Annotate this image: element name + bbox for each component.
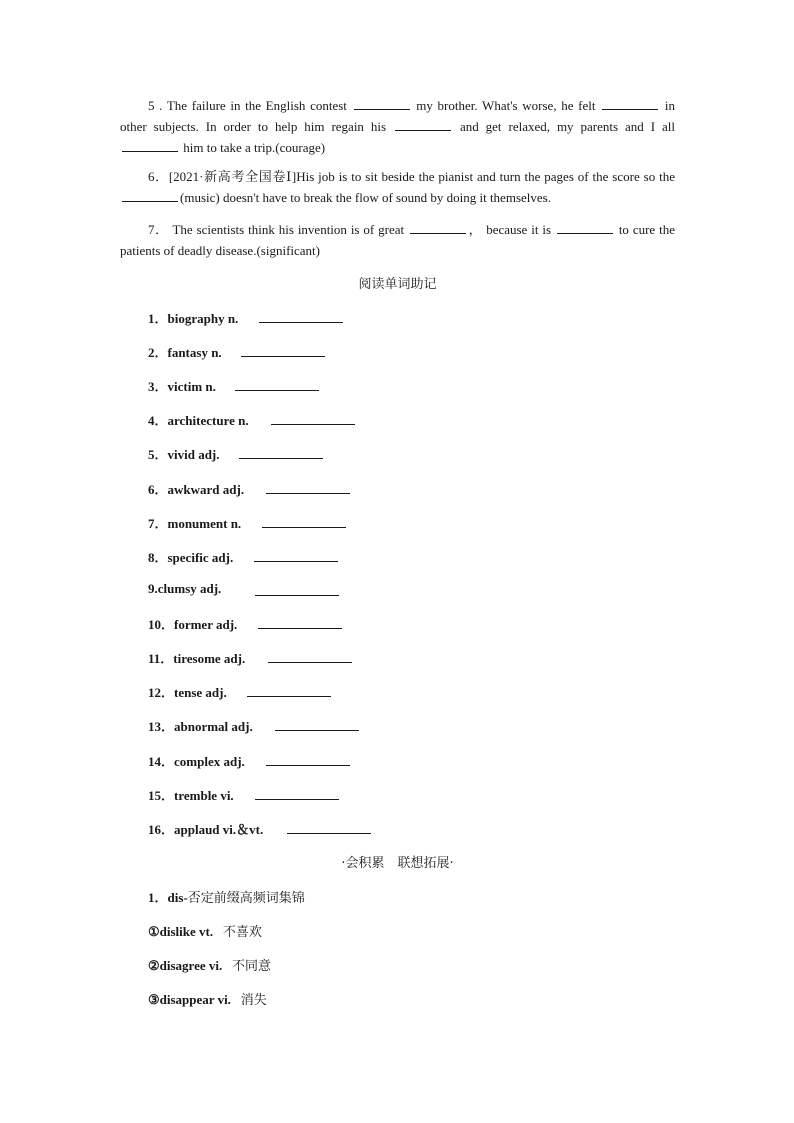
exercise-5 bbox=[120, 95, 675, 158]
answer-blank[interactable] bbox=[275, 730, 359, 731]
answer-blank[interactable] bbox=[239, 458, 323, 459]
vocab-item: 2．fantasy n. bbox=[148, 345, 222, 360]
prefix-item bbox=[148, 955, 271, 974]
section-title-reading: 阅读单词助记 bbox=[358, 277, 437, 292]
prefix-meaning: 消失 bbox=[240, 993, 267, 1008]
answer-blank[interactable] bbox=[258, 628, 342, 629]
exercise-5-text-1: 5 . The failure in the English contest bbox=[148, 98, 352, 113]
vocab-item: 6．awkward adj. bbox=[148, 482, 245, 497]
vocab-item: 15．tremble vi. bbox=[148, 788, 234, 803]
vocab-item: 7．monument n. bbox=[148, 516, 242, 531]
answer-blank[interactable] bbox=[255, 799, 339, 800]
exercise-6 bbox=[120, 166, 675, 208]
prefix-heading-text: 否定前缀高频词集锦 bbox=[187, 891, 305, 906]
answer-blank[interactable] bbox=[395, 118, 451, 131]
answer-blank[interactable] bbox=[247, 696, 331, 697]
exercise-5-text-5: him to take a trip.(courage) bbox=[180, 140, 326, 155]
prefix-item bbox=[148, 921, 262, 940]
vocab-item: 11．tiresome adj. bbox=[148, 651, 246, 666]
answer-blank[interactable] bbox=[266, 765, 350, 766]
prefix-meaning: 不同意 bbox=[232, 959, 272, 974]
prefix-meaning: 不喜欢 bbox=[222, 925, 262, 940]
prefix-word: ②disagree vi. bbox=[148, 958, 223, 973]
answer-blank[interactable] bbox=[354, 97, 410, 110]
prefix-item bbox=[148, 989, 267, 1008]
exercise-5-text-4: and get relaxed, my parents and I all bbox=[453, 119, 675, 134]
answer-blank[interactable] bbox=[262, 527, 346, 528]
answer-blank[interactable] bbox=[241, 356, 325, 357]
answer-blank[interactable] bbox=[122, 139, 178, 152]
exercise-5-text-3: in other subjects. In order to help him regain his bbox=[120, 98, 675, 134]
exercise-7-text-1: 7． The scientists think his invention is of great bbox=[148, 222, 408, 237]
answer-blank[interactable] bbox=[602, 97, 658, 110]
answer-blank[interactable] bbox=[122, 189, 178, 202]
answer-blank[interactable] bbox=[259, 322, 343, 323]
vocab-item: 5．vivid adj. bbox=[148, 447, 220, 462]
answer-blank[interactable] bbox=[557, 221, 613, 234]
prefix-word: ①dislike vt. bbox=[148, 924, 214, 939]
vocab-item: 4．architecture n. bbox=[148, 413, 249, 428]
exercise-6-text-2: (music) doesn't have to break the flow of sound by doing it themselves. bbox=[180, 190, 551, 205]
exercise-7-text-2: ， because it is bbox=[468, 222, 555, 237]
exercise-7-text-3: to cure the patients of deadly disease.(significant) bbox=[120, 222, 675, 258]
vocab-item: 8．specific adj. bbox=[148, 550, 234, 565]
vocab-item: 1．biography n. bbox=[148, 311, 239, 326]
answer-blank[interactable] bbox=[287, 833, 371, 834]
answer-blank[interactable] bbox=[235, 390, 319, 391]
prefix-heading bbox=[148, 887, 305, 906]
answer-blank[interactable] bbox=[254, 561, 338, 562]
section-title-expand: ·会积累 联想拓展· bbox=[341, 856, 454, 871]
vocab-item: 10．former adj. bbox=[148, 617, 238, 632]
exercise-6-text-1: 6．[2021·新高考全国卷Ⅰ]His job is to sit beside the pianist and turn the pages of the score so the bbox=[148, 169, 675, 184]
prefix-heading-bold: 1．dis- bbox=[148, 890, 188, 905]
answer-blank[interactable] bbox=[266, 493, 350, 494]
prefix-word: ③disappear vi. bbox=[148, 992, 231, 1007]
vocab-item: 3．victim n. bbox=[148, 379, 216, 394]
exercise-5-text-2: my brother. What's worse, he felt bbox=[411, 98, 601, 113]
answer-blank[interactable] bbox=[410, 221, 466, 234]
vocab-item: 9.clumsy adj. bbox=[148, 581, 222, 596]
answer-blank[interactable] bbox=[268, 662, 352, 663]
answer-blank[interactable] bbox=[271, 424, 355, 425]
answer-blank[interactable] bbox=[255, 595, 339, 596]
exercise-7 bbox=[120, 219, 675, 261]
vocab-item: 16．applaud vi.＆vt. bbox=[148, 822, 264, 837]
vocab-item: 13．abnormal adj. bbox=[148, 719, 253, 734]
vocab-item: 12．tense adj. bbox=[148, 685, 227, 700]
vocab-item: 14．complex adj. bbox=[148, 754, 245, 769]
